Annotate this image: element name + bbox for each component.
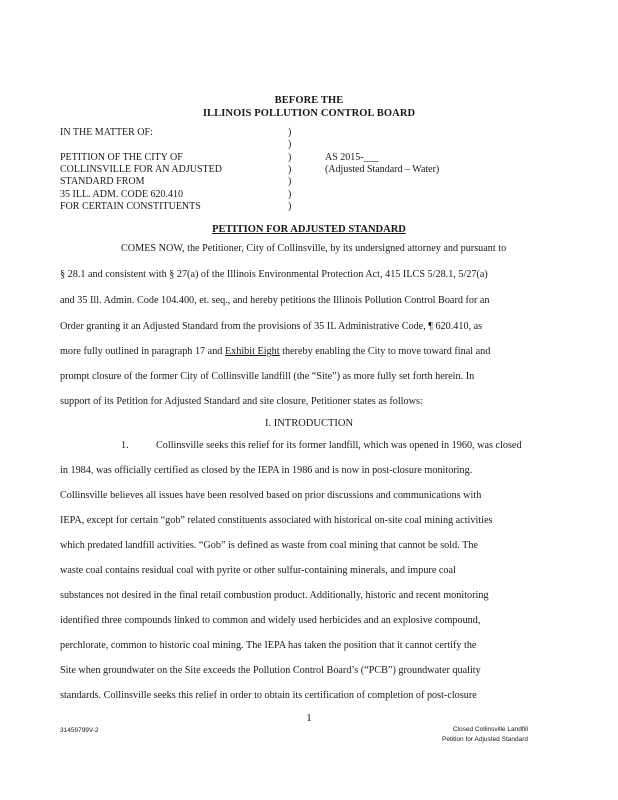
para-line: in 1984, was officially certified as closed by the IEPA in 1986 and is now in post-closure monitoring. [60,465,473,476]
para-line: waste coal contains residual coal with pyrite or other sulfur-containing minerals, and impure coal [60,565,456,576]
intro-line: prompt closure of the former City of Collinsville landfill (the “Site”) as more fully set forth herein. In [60,371,475,382]
para-line: identified three compounds linked to common and widely used herbicides and an explosive compound, [60,615,481,626]
para-number: 1. [121,440,129,451]
caption-line: PETITION OF THE CITY OF [60,152,183,163]
footer-caption-line1: Closed Collinsville Landfill [452,726,528,733]
intro-line: Order granting it an Adjusted Standard from the provisions of 35 IL Administrative Code, ¶ 620.410, as [60,321,483,332]
case-number: AS 2015-___ [325,152,379,163]
caption-line: STANDARD FROM [60,176,145,187]
caption-line: IN THE MATTER OF: [60,127,153,138]
caption-paren: ) [288,201,292,212]
document-id: 31459799V-2 [60,727,99,734]
footer-caption [432,725,528,745]
para-line: Collinsville seeks this relief for its former landfill, which was opened in 1960, was closed [156,440,522,451]
intro-line: and 35 Ill. Admin. Code 104.400, et. seq., and hereby petitions the Illinois Pollution Control Board for an [60,295,490,306]
para-line: IEPA, except for certain “gob” related constituents associated with historical on-site coal mining activities [60,515,493,526]
intro-line: COMES NOW, the Petitioner, City of Collinsville, by its undersigned attorney and pursuant to [121,243,507,254]
footer-caption-line2: Petition for Adjusted Standard [441,736,528,743]
header-before-the: BEFORE THE [274,95,344,106]
intro-line: more fully outlined in paragraph 17 and Exhibit Eight thereby enabling the City to move toward final and [60,346,491,357]
caption-line: FOR CERTAIN CONSTITUENTS [60,201,201,212]
para-line: which predated landfill activities. “Gob” is defined as waste from coal mining that cannot be sold. The [60,540,478,551]
intro-line: § 28.1 and consistent with § 27(a) of the Illinois Environmental Protection Act, 415 ILCS 5/28.1, 5/27(a) [60,269,488,280]
header-board-name: ILLINOIS POLLUTION CONTROL BOARD [202,108,416,119]
caption-paren: ) [288,152,292,163]
caption-paren: ) [288,164,292,175]
caption-paren: ) [288,139,292,150]
page-number: 1 [306,712,312,724]
para-line: perchlorate, common to historic coal mining. The IEPA has taken the position that it cannot certify the [60,640,477,651]
intro-line: support of its Petition for Adjusted Standard and site closure, Petitioner states as follows: [60,396,423,407]
para-line: standards. Collinsville seeks this relief in order to obtain its certification of completion of post-closure [60,690,477,701]
case-type: (Adjusted Standard – Water) [325,164,440,175]
section-heading: I. INTRODUCTION [264,418,354,429]
caption-paren: ) [288,176,292,187]
caption-line: COLLINSVILLE FOR AN ADJUSTED [60,164,222,175]
caption-paren: ) [288,127,292,138]
para-line: Collinsville believes all issues have been resolved based on prior discussions and communications with [60,490,482,501]
caption-paren: ) [288,189,292,200]
caption-line: 35 ILL. ADM. CODE 620.410 [60,189,184,200]
para-line: Site when groundwater on the Site exceeds the Pollution Control Board’s (“PCB”) groundwater quality [60,665,481,676]
document-title: PETITION FOR ADJUSTED STANDARD [212,224,406,235]
para-line: substances not desired in the final retail combustion product. Additionally, historic and recent monitoring [60,590,489,601]
